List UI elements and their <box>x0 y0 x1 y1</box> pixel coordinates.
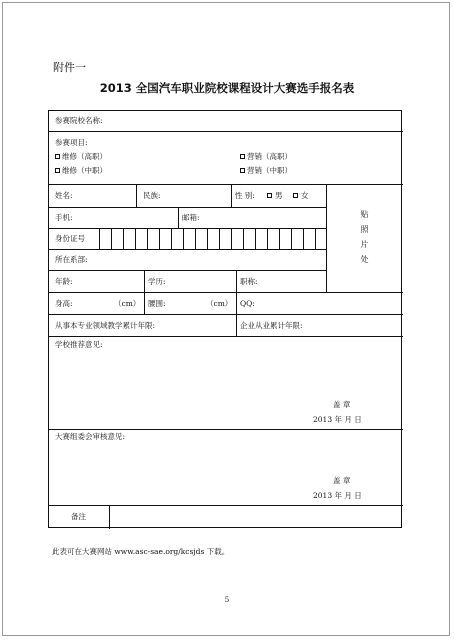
school-seal-text: 盖 章 <box>333 400 351 409</box>
id-number-label: 身份证号 <box>55 234 85 243</box>
gender-checkbox-male[interactable] <box>267 193 272 198</box>
department-label: 所在系部: <box>55 255 88 264</box>
ethnicity-label: 民族: <box>143 191 161 200</box>
industry-years-label: 企业从业累计年限: <box>240 321 303 330</box>
registration-form-table <box>48 110 402 528</box>
height-label: 身高: <box>55 299 73 308</box>
gender-option-female: 女 <box>301 191 309 200</box>
teaching-years-label: 从事本专业领域教学累计年限: <box>55 321 156 330</box>
event-option-repair-higher: 维修（高职） <box>62 152 107 161</box>
annex-label: 附件一 <box>53 61 86 74</box>
education-label: 学历: <box>148 277 166 286</box>
photo-char: 贴 <box>360 210 369 219</box>
committee-seal-text: 盖 章 <box>333 476 351 485</box>
gender-label: 性 别: <box>235 191 255 200</box>
height-unit: （cm） <box>114 299 141 308</box>
phone-label: 手机: <box>55 213 73 222</box>
event-checkbox-repair-higher[interactable] <box>55 154 60 159</box>
waist-unit: （cm） <box>206 299 233 308</box>
committee-opinion-label: 大赛组委会审核意见: <box>55 432 126 441</box>
qq-label: QQ: <box>240 299 255 308</box>
school-name-label: 参赛院校名称: <box>55 116 103 125</box>
event-option-sales-higher: 营销（高职） <box>247 152 292 161</box>
form-title: 2013 全国汽车职业院校课程设计大赛选手报名表 <box>99 81 355 95</box>
school-opinion-label: 学校推荐意见: <box>55 340 103 349</box>
events-label: 参赛项目: <box>55 138 88 147</box>
committee-date-text: 2013 年 月 日 <box>313 491 362 500</box>
event-checkbox-repair-secondary[interactable] <box>55 168 60 173</box>
age-label: 年龄: <box>55 277 73 286</box>
event-checkbox-sales-secondary[interactable] <box>240 168 245 173</box>
event-option-repair-secondary: 维修（中职） <box>62 166 107 175</box>
school-date-text: 2013 年 月 日 <box>313 415 362 424</box>
photo-char: 照 <box>360 225 369 234</box>
page-number: 5 <box>224 596 230 604</box>
waist-label: 腰围: <box>148 299 166 308</box>
email-label: 邮箱: <box>182 213 200 222</box>
photo-char: 片 <box>360 240 369 249</box>
download-footnote: 此表可在大赛网站 www.asc-sae.org/kcsjds 下载。 <box>52 547 230 556</box>
photo-placeholder <box>326 211 403 271</box>
event-option-sales-secondary: 营销（中职） <box>247 166 292 175</box>
gender-checkbox-female[interactable] <box>293 193 298 198</box>
remarks-label: 备注 <box>71 512 86 521</box>
event-checkbox-sales-higher[interactable] <box>240 154 245 159</box>
photo-char: 处 <box>360 255 369 264</box>
professional-title-label: 职称: <box>240 277 258 286</box>
name-label: 姓名: <box>55 191 73 200</box>
gender-option-male: 男 <box>275 191 283 200</box>
